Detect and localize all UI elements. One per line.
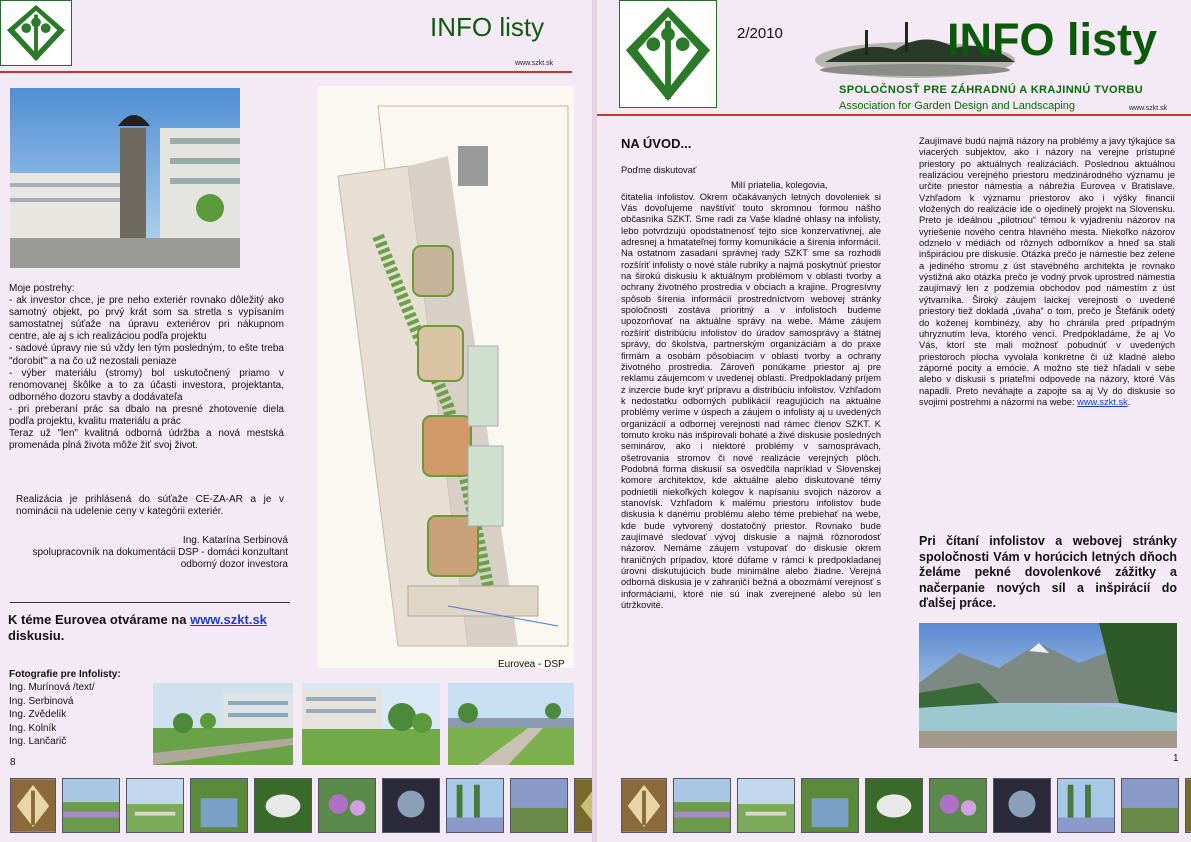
credit-name: Ing. Kolník: [9, 722, 57, 734]
promenade-photo-3: [448, 683, 574, 765]
szkt-logo-icon: [0, 0, 72, 66]
invite-suffix: diskusiu.: [8, 628, 65, 643]
intro-heading: NA ÚVOD...: [621, 136, 692, 151]
intro-greeting: Milí priatelia, kolegovia,: [731, 180, 828, 191]
intro-salutation: Poďme diskutovať: [621, 165, 697, 175]
logo-tile-icon: [574, 778, 592, 833]
credit-name: Ing. Zvědelík: [9, 709, 67, 721]
invite-prefix: K téme Eurovea otvárame na: [8, 612, 191, 627]
right-photo-strip: [621, 778, 1191, 833]
photo-credits: [9, 668, 121, 748]
garden-tile: [190, 778, 248, 833]
right-page-number: 1: [1173, 753, 1179, 764]
org-name-english: Association for Garden Design and Landscaping: [839, 100, 1076, 112]
org-name: SPOLOČNOSŤ PRE ZÁHRADNÚ A KRAJINNÚ TVORBU: [839, 84, 1144, 96]
left-header-title: INFO listy: [430, 12, 545, 42]
garden-tile: [993, 778, 1051, 833]
szkt-logo-icon: [619, 0, 717, 108]
logo-tile-icon: [621, 778, 667, 833]
garden-tile: [382, 778, 440, 833]
issue-number: 2/2010: [737, 25, 783, 42]
right-header-url[interactable]: www.szkt.sk: [1129, 105, 1168, 112]
right-page: [597, 0, 1191, 842]
garden-tile: [446, 778, 504, 833]
header-rule: [597, 114, 1191, 116]
garden-tile: [318, 778, 376, 833]
garden-tile: [865, 778, 923, 833]
intro-column: [621, 165, 881, 611]
promenade-photo-1: [153, 683, 293, 765]
credits-heading: Fotografie pre Infolisty:: [9, 669, 121, 680]
garden-tile: [1121, 778, 1179, 833]
intro-text: čitatelia infolistov. Okrem očakávaných letných dovoleniek si Vás dovoľujeme navštíviť touto skromnou formou nášho občasníka SZKT. Sme radi za Vaše kladné ohlasy na infolisty, lebo potvrdzujú opodstatnenosť tejto sice konzervatívnej, ale adresnej a hmatateľnej formy komunikácie a šírenia informácií. Na ostatnom zasadaní správnej rady SZKT sme sa rozhodli rozšíriť infolisty o nové stále rubriky a najmä poskytnúť priestor na širokú diskusiu k aktuálnym problémom v oblasti tvorby a ochrany životného prostredia v obciach a krajine. Progresívny spôsob šírenia informácií prostredníctvom webovej stránky spoločnosti zostáva prioritný a v infolistoch budeme upozorňovať na aktuálne správy na webe. Máme záujem rozšíriť distribúciu infolistov do úradov samosprávy a štátnej správy, do školstva, partnerským organizáciám a do praxe firmám a osobám pôsobiacim v oblasti tvorby a ochrany životného prostredia. Zároveň ponúkame priestor aj pre reklamu záujemcom v uvedenej oblasti. Predpokladaný príjem z inzercie bude kryť prípravu a distribúciu infolistov. Vzhľadom k nedostatku odborných publikácií reagujúcich na aktuálne problémy veríme v úspech a záujem o infolisty aj u uvedených organizácií a odbornej verejnosti nad rámec členov SZKT. K tomuto kroku nás inšpirovali bohaté a živé diskusie posledných seminárov, ako i niektoré problémy v samosprávach, ošetrovania stromov či nové realizácie verejných plôch. Podobná forma diskusií sa osvedčila napríklad v Slovenskej komore architektov, kde aktuálne alebo diskutované témy podnietili niekoľkých kolegov k napísaniu svojich názorov a stanovísk. Vzhľadom k malému priestoru infolistov bude diskusia k danému problému alebo téme prebiehať na webe, kde bude vytvorený dostatočný priestor. Rovnako bude zaujímavé sledovať vývoj diskusie a najmä rôznorodosť názorov. Nemáme záujem vstupovať do diskusie okrem hraničných prípadov, ktoré dúfame v rámci k predpokladanej úrovni diskutujúcich bude minimálne alebo žiadne. Verejná odborná diskusia je v zahraničí bežná a obozmámí verejnosť s informáciami, ktoré nie sú inak zverejnené alebo sú len útržkovité.: [621, 191, 881, 611]
discussion-text: Zaujímavé budú najmä názory na problémy a javy týkajúce sa viacerých subjektov, ako i názory na verejne prístupné priestory po aktuálnych realizáciách. Poslednou aktuálnou realizáciou verejného priestoru medzinárodného významu je určite priestor námestia a nábrežia Eurovea v Bratislave. Vzhľadom k významu priestorov ako i výšky financií vložených do realizácie ide o ojedinelý projekt na Slovensku. Preto je ideálnou „pilotnou“ témou k vyjadreniu názorov na vyriešenie nového centra hlavného mesta. Niekoľko názorov odznelo v médiách od rôznych odborníkov a hneď sa stali inšpiráciou pre diskusie. Otázka prečo je námestie bez zelene a jediného stromu z úst stavebného architekta je rovnako výstižná ako otázka prečo je vodný prvok uprostred námestia zaujímavý len z podzemia obchodov pod námestím z úst výtvarníka. Široký záujem laickej verejnosti o uvedené priestory tiež dokladá „úvaha“ o tom, prečo je Štefánik odetý do koženej kombinézy, aby ho chránila pred prípadným uhryznutím leva, ktorého vencí. Predpokladáme, že aj Vo Vás, ktorí ste mali možnosť pobudnúť v uvedených priestoroch plocha vyvolala konkrétne či už kladné alebo záporné pocity a emócie. A možno ste tiež hľadali v sebe alebo v diskusii s priateľmi odpovede na názory, ktoré Vás napadli. Preto neváhajte a zapojte sa aj Vy do diskusie so svojimi postrehmi a názormi na webe:: [919, 136, 1175, 407]
garden-tile: [737, 778, 795, 833]
right-header-title: INFO listy: [947, 14, 1158, 65]
signature-rule: [10, 602, 290, 603]
credit-name: Ing. Murínová /text/: [9, 682, 95, 694]
discussion-link[interactable]: www.szkt.sk: [1077, 396, 1128, 407]
credit-name: Ing. Serbinová: [9, 695, 74, 707]
observations-heading: Moje postrehy:: [9, 283, 75, 294]
observations-block: [9, 283, 284, 452]
left-page: [0, 0, 592, 842]
garden-tile: [673, 778, 731, 833]
garden-tile: [510, 778, 568, 833]
garden-tile: [62, 778, 120, 833]
promenade-photo-2: [302, 683, 440, 765]
signature-block: Ing. Katarína Serbinová spolupracovník na dokumentácii DSP - domáci konzultant odborný dozor investora: [32, 535, 288, 571]
competition-note: Realizácia je prihlásená do súťaže CE-ZA-AR a je v nominácii na udelenie ceny v kategórii exteriér.: [16, 494, 284, 518]
discussion-column: [919, 136, 1175, 408]
logo-tile-icon: [1185, 778, 1191, 833]
statue-photo: [10, 88, 240, 268]
left-page-number: 8: [10, 757, 16, 768]
credit-name: Ing. Lančarič: [9, 736, 67, 748]
discussion-invite: [8, 612, 298, 644]
header-rule: [0, 71, 572, 73]
left-header-url[interactable]: www.szkt.sk: [515, 60, 554, 67]
observations-text: - ak investor chce, je pre neho exteriér rovnako dôležitý ako samotný objekt, po prvý krát som sa stretla s vypísaním samostatnej súťaže na úpravu exteriérov pri nákupnom centre, ale aj s ich realizáciou podľa projektu - sadové úpravy nie sú vždy len tým posledným, to ešte treba "dorobiť" a na čo už nezostali peniaze - výber materiálu (stromy) bol uskutočnený priamo v renomovanej škôlke a to za účasti investora, projektanta, odborného dozoru stavby a dodávateľa - pri preberaní prác sa dbalo na presné zhotovenie diela podľa projektu, kvalitu materiálu a prác Teraz už "len" kvalitná odborná údržba a nová mestská promenáda plná života môže žiť svoj život.: [9, 295, 284, 452]
closing-wish: Pri čítaní infolistov a webovej stránky spoločnosti Vám v horúcich letných dňoch želáme pekné dovolenkové zážitky a načerpanie nových síl a inšpirácií do ďalšej práce.: [919, 534, 1177, 610]
discussion-end: .: [1127, 396, 1131, 407]
site-plan-caption: Eurovea - DSP: [498, 659, 565, 670]
site-plan-image: [318, 86, 574, 668]
left-photo-strip: [10, 778, 592, 833]
invite-link[interactable]: www.szkt.sk: [190, 612, 267, 627]
garden-tile: [929, 778, 987, 833]
garden-tile: [801, 778, 859, 833]
garden-tile: [1057, 778, 1115, 833]
logo-tile-icon: [10, 778, 56, 833]
garden-tile: [126, 778, 184, 833]
mountain-lake-photo: [919, 623, 1177, 748]
garden-tile: [254, 778, 312, 833]
